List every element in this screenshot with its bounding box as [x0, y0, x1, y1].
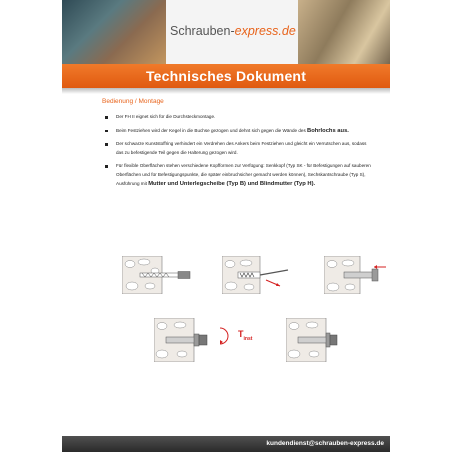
drilling-illustration — [122, 256, 192, 294]
list-item: Für flexible Oberflächen stehen verschiedene Kopfformen zur Verfügung: Senkkopf (Typ SK - für Befestigungen auf sauberen Oberflächen und für Befestigungspunkte, die später einbruchsicher gemacht werden können), Sechskantschraube (Typ S), Ausführung mit Mutter und Unterlegscheibe (Typ B) und Blindmutter (Typ H). — [102, 162, 374, 188]
header-banner — [62, 0, 390, 98]
list-item: Der schwarze Kunststoffring verhindert ein Verdrehen des Ankers beim Festziehen und gleicht ein Verrutschen aus, sodass das zu befestigende Teil gegen die Halterung gezogen wird. — [102, 140, 374, 157]
contact-email[interactable]: kundendienst@schrauben-express.de — [266, 440, 384, 447]
title-bar — [62, 64, 390, 88]
footer-bar — [62, 436, 390, 452]
list-item: Beim Festziehen wird der Kegel in die Buchse gezogen und dehnt sich gegen die Wände des Bohrlochs aus. — [102, 127, 374, 136]
installed-illustration — [286, 318, 350, 362]
document-page — [62, 0, 390, 452]
screws-photo — [298, 0, 390, 70]
document-title: Technisches Dokument — [145, 68, 307, 84]
tightening-illustration — [154, 318, 253, 362]
list-item: Der FH II eignet sich für die Durchsteckmontage. — [102, 113, 374, 122]
brand-logo — [170, 24, 296, 38]
tools-photo — [62, 0, 166, 70]
section-title: Bedienung / Montage — [102, 98, 164, 105]
logo-accent-text: express.de — [234, 24, 296, 38]
insert-illustration — [324, 256, 388, 294]
instruction-list — [102, 113, 374, 193]
logo-main-text: Schrauben- — [170, 24, 235, 38]
header-shadow — [62, 88, 390, 94]
torque-label: $T_{inst}$ — [238, 329, 253, 342]
cleaning-illustration — [222, 256, 302, 294]
